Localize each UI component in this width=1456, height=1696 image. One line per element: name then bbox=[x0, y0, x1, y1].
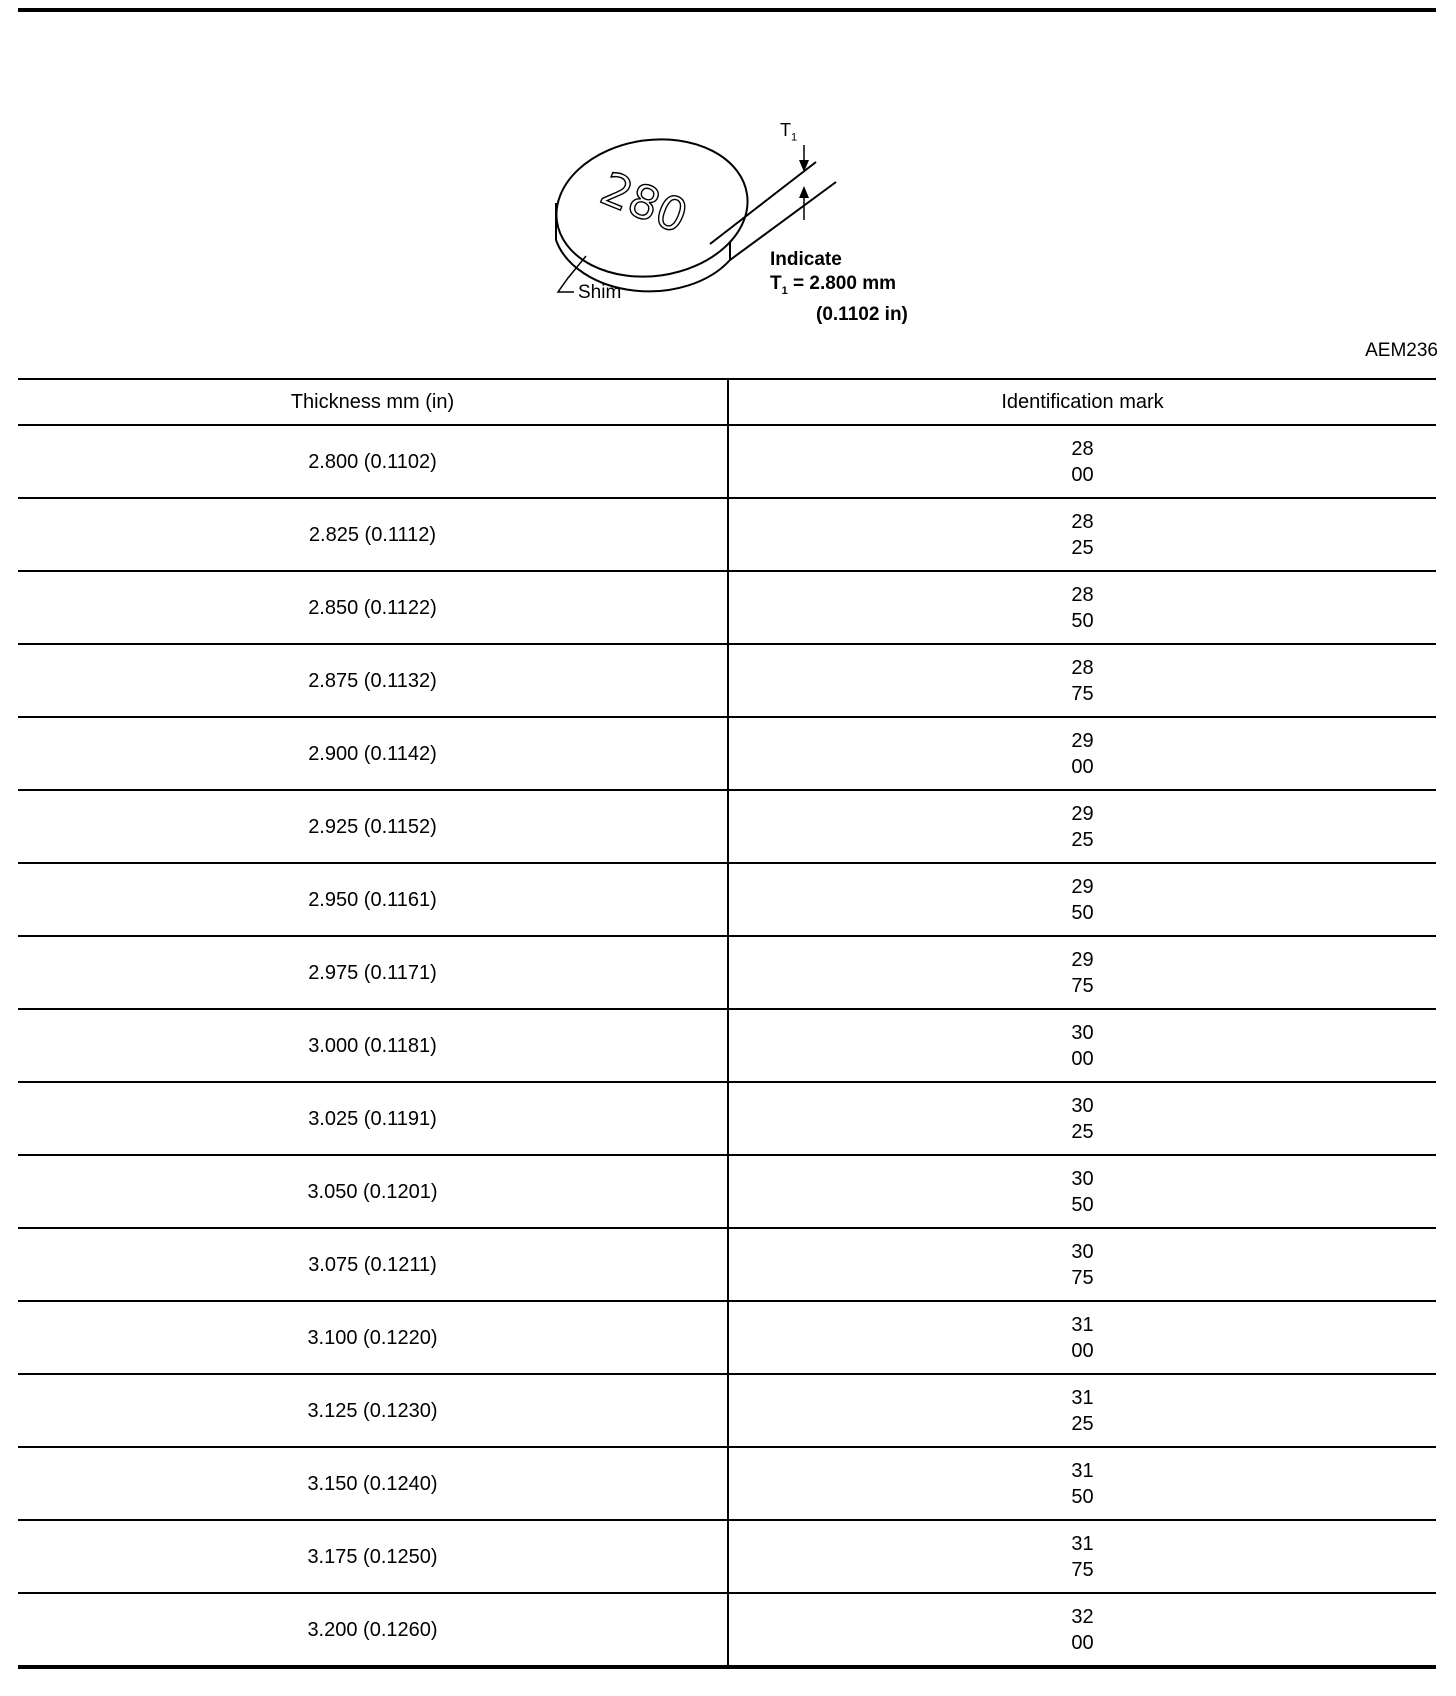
table-row bbox=[18, 1447, 1436, 1520]
mark-top: 29 bbox=[1071, 875, 1094, 898]
identification-mark-cell bbox=[728, 863, 1436, 936]
mark-bottom: 25 bbox=[1071, 1412, 1094, 1435]
shim-thickness-table bbox=[18, 378, 1436, 1669]
table-row bbox=[18, 863, 1436, 936]
mark-top: 28 bbox=[1071, 510, 1094, 533]
thickness-cell: 3.050 (0.1201) bbox=[18, 1155, 728, 1228]
thickness-cell: 2.900 (0.1142) bbox=[18, 717, 728, 790]
identification-mark-cell bbox=[728, 1520, 1436, 1593]
identification-mark-cell bbox=[728, 1593, 1436, 1667]
table-row bbox=[18, 1593, 1436, 1667]
identification-mark-cell bbox=[728, 1155, 1436, 1228]
mark-bottom: 00 bbox=[1071, 1339, 1094, 1362]
indicate-t-subscript: 1 bbox=[781, 284, 788, 297]
identification-mark-cell bbox=[728, 1374, 1436, 1447]
table-row bbox=[18, 790, 1436, 863]
mark-bottom: 25 bbox=[1071, 1120, 1094, 1143]
thickness-cell: 2.800 (0.1102) bbox=[18, 425, 728, 498]
shim-label: Shim bbox=[578, 282, 622, 303]
thickness-cell: 3.025 (0.1191) bbox=[18, 1082, 728, 1155]
mark-bottom: 50 bbox=[1071, 1485, 1094, 1508]
mark-top: 30 bbox=[1071, 1240, 1094, 1263]
identification-mark-cell bbox=[728, 1228, 1436, 1301]
identification-mark-cell bbox=[728, 717, 1436, 790]
t1-letter: T bbox=[780, 120, 791, 140]
thickness-cell: 3.200 (0.1260) bbox=[18, 1593, 728, 1667]
table-row bbox=[18, 1520, 1436, 1593]
mark-bottom: 25 bbox=[1071, 828, 1094, 851]
thickness-cell: 2.850 (0.1122) bbox=[18, 571, 728, 644]
identification-mark-cell bbox=[728, 498, 1436, 571]
table-row bbox=[18, 1228, 1436, 1301]
table-row bbox=[18, 644, 1436, 717]
identification-mark-cell bbox=[728, 425, 1436, 498]
mark-bottom: 75 bbox=[1071, 1558, 1094, 1581]
thickness-cell: 3.075 (0.1211) bbox=[18, 1228, 728, 1301]
mark-top: 31 bbox=[1071, 1532, 1094, 1555]
thickness-cell: 2.975 (0.1171) bbox=[18, 936, 728, 1009]
mark-top: 30 bbox=[1071, 1094, 1094, 1117]
table-row bbox=[18, 571, 1436, 644]
identification-mark-cell bbox=[728, 571, 1436, 644]
table-header-row bbox=[18, 379, 1436, 425]
mark-top: 32 bbox=[1071, 1605, 1094, 1628]
thickness-cell: 2.825 (0.1112) bbox=[18, 498, 728, 571]
mark-top: 29 bbox=[1071, 802, 1094, 825]
mark-bottom: 00 bbox=[1071, 1047, 1094, 1070]
dim-arrow-bottom bbox=[799, 186, 809, 198]
mark-top: 31 bbox=[1071, 1459, 1094, 1482]
mark-bottom: 50 bbox=[1071, 901, 1094, 924]
dim-arrow-top bbox=[799, 160, 809, 172]
thickness-cell: 3.000 (0.1181) bbox=[18, 1009, 728, 1082]
mark-bottom: 75 bbox=[1071, 974, 1094, 997]
indicate-t: T bbox=[770, 273, 782, 294]
mark-top: 28 bbox=[1071, 656, 1094, 679]
figure-code: AEM236 bbox=[1365, 340, 1438, 361]
shim-stamp: 280 bbox=[593, 160, 696, 244]
table-row bbox=[18, 1009, 1436, 1082]
top-rule bbox=[18, 8, 1436, 12]
identification-mark-cell bbox=[728, 1301, 1436, 1374]
mark-bottom: 25 bbox=[1071, 536, 1094, 559]
table-row bbox=[18, 1374, 1436, 1447]
thickness-cell: 2.875 (0.1132) bbox=[18, 644, 728, 717]
header-identification-mark: Identification mark bbox=[728, 379, 1436, 425]
table-body bbox=[18, 425, 1436, 1667]
mark-bottom: 50 bbox=[1071, 1193, 1094, 1216]
mark-bottom: 00 bbox=[1071, 463, 1094, 486]
thickness-cell: 3.175 (0.1250) bbox=[18, 1520, 728, 1593]
thickness-cell: 3.150 (0.1240) bbox=[18, 1447, 728, 1520]
table-row bbox=[18, 1082, 1436, 1155]
mark-top: 28 bbox=[1071, 437, 1094, 460]
mark-bottom: 00 bbox=[1071, 755, 1094, 778]
identification-mark-cell bbox=[728, 644, 1436, 717]
indicate-value: = 2.800 mm bbox=[787, 273, 897, 294]
identification-mark-cell bbox=[728, 1082, 1436, 1155]
table-row bbox=[18, 498, 1436, 571]
indicate-line-3: (0.1102 in) bbox=[816, 303, 908, 325]
table-row bbox=[18, 425, 1436, 498]
mark-top: 29 bbox=[1071, 948, 1094, 971]
mark-top: 31 bbox=[1071, 1386, 1094, 1409]
t1-subscript: 1 bbox=[791, 131, 798, 144]
mark-top: 30 bbox=[1071, 1167, 1094, 1190]
indicate-line-2 bbox=[770, 272, 908, 303]
table-row bbox=[18, 1301, 1436, 1374]
table-row bbox=[18, 1155, 1436, 1228]
mark-top: 31 bbox=[1071, 1313, 1094, 1336]
thickness-cell: 2.925 (0.1152) bbox=[18, 790, 728, 863]
mark-top: 28 bbox=[1071, 583, 1094, 606]
mark-bottom: 75 bbox=[1071, 1266, 1094, 1289]
thickness-cell: 2.950 (0.1161) bbox=[18, 863, 728, 936]
header-thickness: Thickness mm (in) bbox=[18, 379, 728, 425]
thickness-cell: 3.125 (0.1230) bbox=[18, 1374, 728, 1447]
mark-bottom: 00 bbox=[1071, 1631, 1094, 1654]
indicate-note bbox=[770, 248, 908, 327]
identification-mark-cell bbox=[728, 790, 1436, 863]
thickness-cell: 3.100 (0.1220) bbox=[18, 1301, 728, 1374]
mark-bottom: 50 bbox=[1071, 609, 1094, 632]
table-row bbox=[18, 936, 1436, 1009]
t1-label bbox=[780, 120, 797, 144]
mark-bottom: 75 bbox=[1071, 682, 1094, 705]
shim-figure bbox=[520, 120, 920, 350]
indicate-line-1: Indicate bbox=[770, 249, 842, 270]
identification-mark-cell bbox=[728, 936, 1436, 1009]
table-row bbox=[18, 717, 1436, 790]
identification-mark-cell bbox=[728, 1447, 1436, 1520]
mark-top: 29 bbox=[1071, 729, 1094, 752]
mark-top: 30 bbox=[1071, 1021, 1094, 1044]
identification-mark-cell bbox=[728, 1009, 1436, 1082]
